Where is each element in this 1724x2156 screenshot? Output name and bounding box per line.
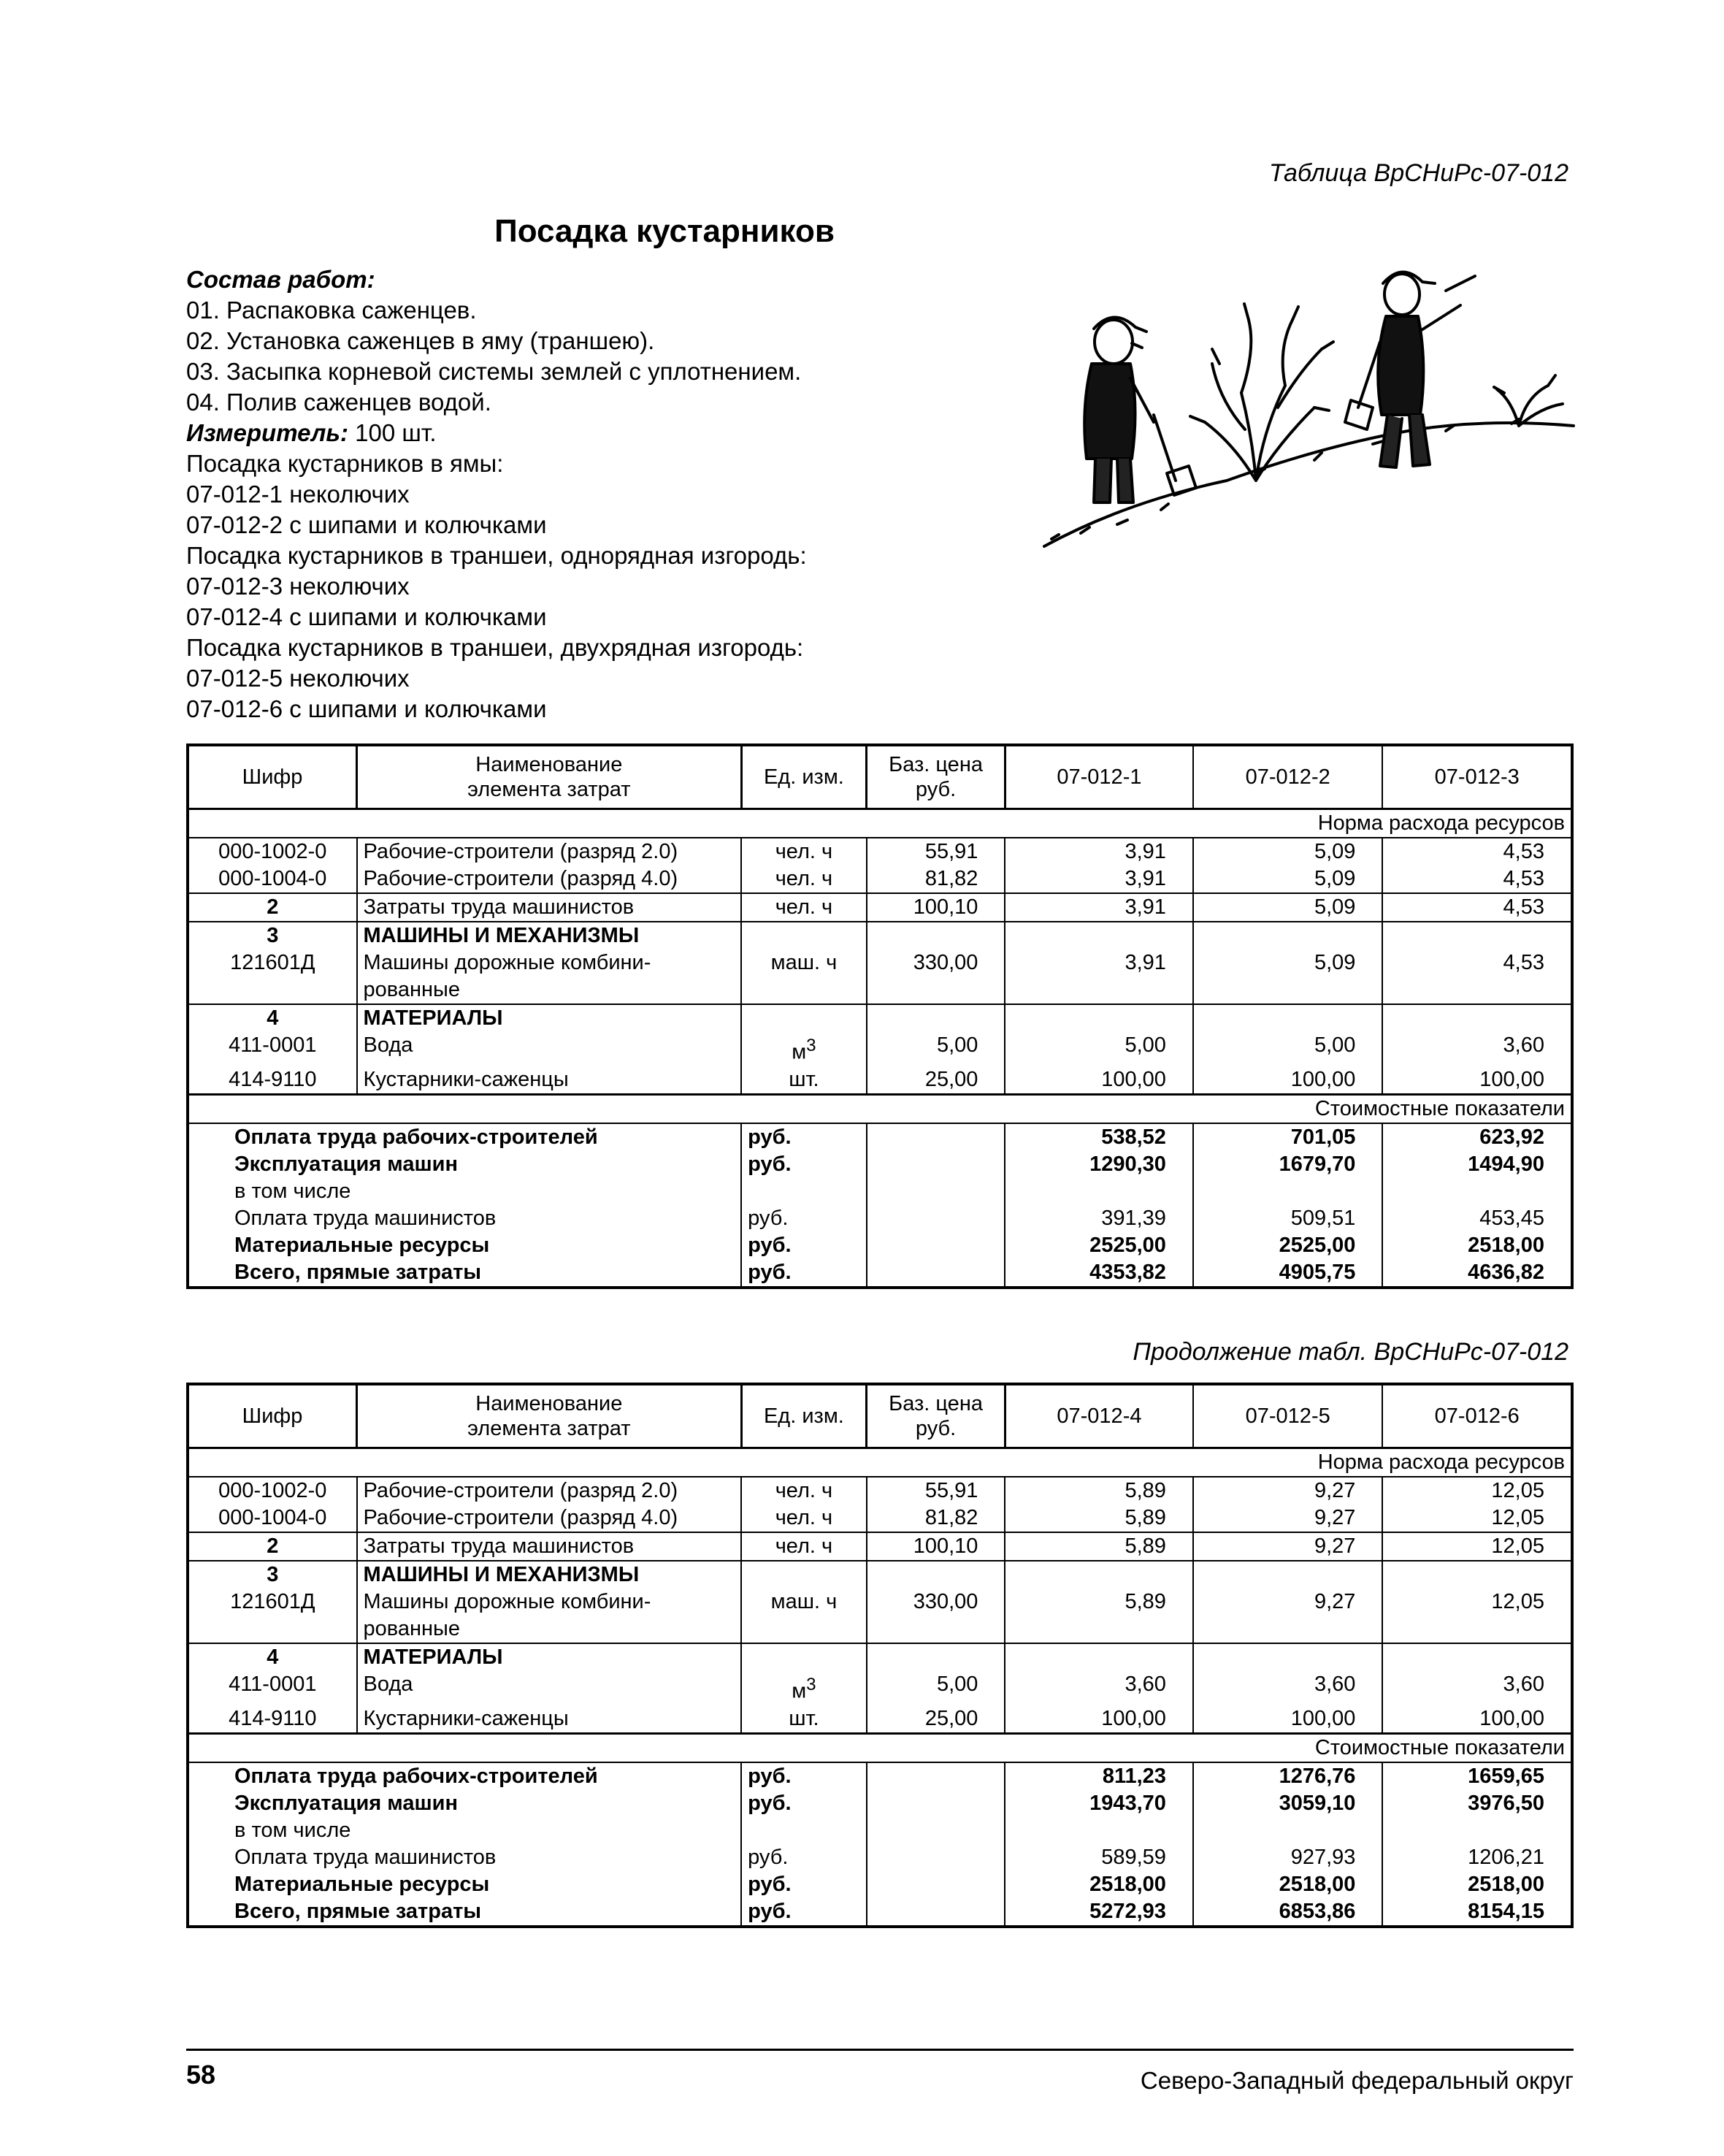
name-cell: Рабочие-строители (разряд 4.0) <box>357 1505 742 1532</box>
cost-unit: руб. <box>741 1151 867 1205</box>
value-cell: 3,91 <box>1005 838 1193 865</box>
cost-table-1 <box>186 743 1574 1289</box>
value-cell: 4,53 <box>1382 838 1572 865</box>
cost-label-main: Эксплуатация машин <box>234 1791 459 1815</box>
value-cell <box>1005 1004 1193 1066</box>
value-cell: 5,89 <box>1005 1532 1193 1561</box>
price-cell: 25,00 <box>867 1066 1005 1095</box>
value-cell: 5,09 <box>1193 865 1383 893</box>
group-code: 4 <box>267 1645 279 1669</box>
gardeners-planting-shrubs-illustration <box>1037 261 1577 554</box>
cost-row <box>188 1762 1572 1790</box>
measure-line <box>186 418 807 448</box>
name-cell <box>357 922 742 1004</box>
code-cell <box>188 1643 357 1705</box>
price-cell: 81,82 <box>867 1505 1005 1532</box>
name-cell <box>357 1643 742 1705</box>
value-cell: 9,27 <box>1193 1532 1383 1561</box>
cost-row <box>188 1790 1572 1844</box>
code-cell: 000-1004-0 <box>218 867 327 890</box>
variant-line: 07-012-1 неколючих <box>186 481 410 508</box>
table-row <box>188 893 1572 922</box>
price-cell <box>867 1643 1005 1705</box>
value: 3,60 <box>1314 1673 1356 1696</box>
cost-section-row <box>188 1094 1572 1123</box>
code-cell: 000-1002-0 <box>188 1477 357 1505</box>
table-row <box>188 1643 1572 1705</box>
cost-value: 391,39 <box>1005 1205 1193 1232</box>
value: 3,60 <box>1125 1673 1166 1696</box>
table-row <box>188 1505 1572 1532</box>
header-price <box>867 1384 1005 1448</box>
cost-value: 1943,70 <box>1005 1790 1193 1844</box>
cost-value: 811,23 <box>1005 1762 1193 1790</box>
code-cell <box>188 1004 357 1066</box>
cost-value: 4636,82 <box>1382 1259 1572 1288</box>
code-cell: 000-1002-0 <box>188 838 357 865</box>
variant-line: Посадка кустарников в траншеи, однорядная изгородь: <box>186 542 807 569</box>
cost-row <box>188 1844 1572 1871</box>
cost-label: Материальные ресурсы <box>234 1233 490 1257</box>
header-col-4: 07-012-4 <box>1005 1384 1193 1448</box>
code-cell: 414-9110 <box>229 1706 317 1730</box>
value-cell <box>1005 1643 1193 1705</box>
name-cell: Затраты труда машинистов <box>357 893 742 922</box>
cost-value: 3059,10 <box>1193 1790 1383 1844</box>
cost-value: 509,51 <box>1193 1205 1383 1232</box>
value-cell: 100,00 <box>1382 1066 1572 1095</box>
empty-cell <box>867 1871 1005 1898</box>
name-cell <box>357 1561 742 1643</box>
value-cell: 5,09 <box>1193 893 1383 922</box>
resource-code: 411-0001 <box>229 1033 317 1057</box>
header-unit: Ед. изм. <box>741 745 867 809</box>
table-header <box>188 1384 1572 1448</box>
unit-cell <box>741 1004 867 1066</box>
value-cell: 4,53 <box>1382 865 1572 893</box>
resource-name-line2: рованные <box>363 1617 461 1640</box>
value-cell: 5,89 <box>1005 1477 1193 1505</box>
code-cell: 2 <box>188 1532 357 1561</box>
value-cell: 12,05 <box>1382 1561 1572 1643</box>
unit-cell: шт. <box>741 1066 867 1095</box>
cost-label <box>188 1151 741 1205</box>
code-cell <box>188 922 357 1004</box>
cost-value: 589,59 <box>1005 1844 1193 1871</box>
header-name-line1: Наименование <box>475 1392 623 1415</box>
header-price-line2: руб. <box>915 1417 957 1440</box>
resource-name: Вода <box>363 1033 413 1057</box>
price-cell: 330,00 <box>867 922 1005 1004</box>
table-row <box>188 1477 1572 1505</box>
value-cell: 5,09 <box>1193 922 1383 1004</box>
header-name <box>357 1384 742 1448</box>
price-cell: 81,82 <box>867 865 1005 893</box>
unit-cell: чел. ч <box>741 865 867 893</box>
cost-row <box>188 1871 1572 1898</box>
cost-section-label: Стоимостные показатели <box>188 1733 1572 1762</box>
cost-unit: руб. <box>741 1232 867 1259</box>
table-row <box>188 922 1572 1004</box>
resource-name-line1: Машины дорожные комбини- <box>363 1590 651 1613</box>
norm-section-label: Норма расхода ресурсов <box>188 1448 1572 1478</box>
cost-unit: руб. <box>741 1790 867 1844</box>
unit-cell: маш. ч <box>741 1561 867 1643</box>
variant-line: 07-012-3 неколючих <box>186 573 410 600</box>
work-step: 03. Засыпка корневой системы землей с уплотнением. <box>186 358 802 385</box>
composition-heading: Состав работ: <box>186 266 375 293</box>
cost-value: 5272,93 <box>1005 1898 1193 1927</box>
header-name-line2: элемента затрат <box>467 778 631 801</box>
price-cell: 100,10 <box>867 1532 1005 1561</box>
cost-section-row <box>188 1733 1572 1762</box>
price-value: 5,00 <box>936 1033 978 1057</box>
cost-value: 8154,15 <box>1382 1898 1572 1927</box>
cost-value: 4905,75 <box>1193 1259 1383 1288</box>
header-col-2: 07-012-2 <box>1193 745 1383 809</box>
value-cell: 100,00 <box>1193 1066 1383 1095</box>
name-cell: Рабочие-строители (разряд 2.0) <box>357 838 742 865</box>
empty-cell <box>867 1762 1005 1790</box>
price-cell <box>867 1004 1005 1066</box>
value-cell: 12,05 <box>1382 1532 1572 1561</box>
empty-cell <box>867 1232 1005 1259</box>
table-row <box>188 1561 1572 1643</box>
name-cell: Кустарники-саженцы <box>357 1066 742 1095</box>
cost-value: 453,45 <box>1382 1205 1572 1232</box>
code-cell: 414-9110 <box>229 1067 317 1091</box>
value-cell: 9,27 <box>1193 1505 1383 1532</box>
empty-cell <box>867 1123 1005 1151</box>
price-cell: 55,91 <box>867 1477 1005 1505</box>
cost-label: Всего, прямые затраты <box>234 1899 482 1923</box>
table-header <box>188 745 1572 809</box>
table-row <box>188 838 1572 865</box>
work-step: 01. Распаковка саженцев. <box>186 297 477 324</box>
variant-line: 07-012-4 с шипами и колючками <box>186 603 547 630</box>
unit-cell: чел. ч <box>741 1532 867 1561</box>
unit-cell: чел. ч <box>741 893 867 922</box>
cost-unit: руб. <box>741 1205 867 1232</box>
header-col-5: 07-012-5 <box>1193 1384 1383 1448</box>
cost-value: 927,93 <box>1193 1844 1383 1871</box>
norm-section-row <box>188 809 1572 838</box>
value: 5,00 <box>1314 1033 1356 1057</box>
cost-label-sub: в том числе <box>234 1818 351 1842</box>
cost-row <box>188 1898 1572 1927</box>
table-label: Таблица ВрСНиРс-07-012 <box>1268 159 1568 187</box>
cost-value: 623,92 <box>1382 1123 1572 1151</box>
value-cell <box>1382 1004 1572 1066</box>
cost-value: 2525,00 <box>1005 1232 1193 1259</box>
footer-text: Северо-Западный федеральный округ <box>1140 2067 1574 2094</box>
cost-table-2 <box>186 1383 1574 1928</box>
unit-base: м <box>792 1679 807 1703</box>
cost-unit: руб. <box>741 1762 867 1790</box>
cost-row <box>188 1123 1572 1151</box>
cost-value: 2518,00 <box>1382 1871 1572 1898</box>
variant-line: 07-012-5 неколючих <box>186 665 410 692</box>
header-price <box>867 745 1005 809</box>
page-number: 58 <box>186 2060 216 2090</box>
resource-name-line2: рованные <box>363 978 461 1001</box>
cost-unit: руб. <box>741 1898 867 1927</box>
cost-value: 6853,86 <box>1193 1898 1383 1927</box>
work-step: 02. Установка саженцев в яму (траншею). <box>186 327 655 354</box>
value-cell <box>1382 1643 1572 1705</box>
empty-cell <box>867 1205 1005 1232</box>
variant-line: 07-012-6 с шипами и колючками <box>186 695 547 722</box>
value-cell: 100,00 <box>1193 1705 1383 1734</box>
value: 3,60 <box>1503 1033 1544 1057</box>
footer-divider <box>186 2049 1574 2051</box>
value-cell: 5,89 <box>1005 1505 1193 1532</box>
cost-unit: руб. <box>741 1123 867 1151</box>
name-cell: Рабочие-строители (разряд 2.0) <box>357 1477 742 1505</box>
resource-name-line1: Машины дорожные комбини- <box>363 951 651 974</box>
value-cell: 100,00 <box>1382 1705 1572 1734</box>
norm-section-row <box>188 1448 1572 1478</box>
unit-cell: шт. <box>741 1705 867 1734</box>
code-cell: 000-1004-0 <box>218 1506 327 1529</box>
header-code: Шифр <box>188 745 357 809</box>
cost-value: 538,52 <box>1005 1123 1193 1151</box>
header-price-line1: Баз. цена <box>889 1392 983 1415</box>
cost-row <box>188 1205 1572 1232</box>
work-description <box>186 264 807 725</box>
table-row <box>188 1532 1572 1561</box>
group-code: 3 <box>267 924 279 947</box>
cost-row <box>188 1232 1572 1259</box>
cost-unit: руб. <box>741 1871 867 1898</box>
cost-value: 701,05 <box>1193 1123 1383 1151</box>
price-cell: 55,91 <box>867 838 1005 865</box>
empty-cell <box>867 1790 1005 1844</box>
price-cell: 100,10 <box>867 893 1005 922</box>
value-cell <box>1193 1004 1383 1066</box>
price-value: 5,00 <box>936 1673 978 1696</box>
cost-value: 1276,76 <box>1193 1762 1383 1790</box>
value-cell: 9,27 <box>1193 1561 1383 1643</box>
value-cell: 5,09 <box>1193 838 1383 865</box>
unit-cell: маш. ч <box>741 922 867 1004</box>
value: 5,00 <box>1125 1033 1166 1057</box>
cost-value: 1679,70 <box>1193 1151 1383 1205</box>
code-cell <box>188 1561 357 1643</box>
measure-label: Измеритель: <box>186 419 348 446</box>
work-step: 04. Полив саженцев водой. <box>186 389 491 416</box>
group-name: МАТЕРИАЛЫ <box>363 1006 503 1030</box>
header-price-line2: руб. <box>915 778 957 801</box>
header-code: Шифр <box>188 1384 357 1448</box>
empty-cell <box>867 1259 1005 1288</box>
value-cell: 9,27 <box>1193 1477 1383 1505</box>
cost-label-main: Эксплуатация машин <box>234 1152 459 1176</box>
unit-sup: 3 <box>806 1036 816 1055</box>
variant-line: 07-012-2 с шипами и колючками <box>186 511 547 538</box>
value-cell: 3,91 <box>1005 922 1193 1004</box>
header-unit: Ед. изм. <box>741 1384 867 1448</box>
group-code: 3 <box>267 1563 279 1586</box>
group-code: 4 <box>267 1006 279 1030</box>
cost-label: Всего, прямые затраты <box>234 1260 482 1284</box>
cost-value: 1290,30 <box>1005 1151 1193 1205</box>
cost-section-label: Стоимостные показатели <box>188 1094 1572 1123</box>
cost-value: 2518,00 <box>1382 1232 1572 1259</box>
header-name-line1: Наименование <box>475 753 623 776</box>
measure-value: 100 шт. <box>348 419 437 446</box>
code-cell: 2 <box>188 893 357 922</box>
continuation-label: Продолжение табл. ВрСНиРс-07-012 <box>1133 1338 1568 1366</box>
resource-name: Вода <box>363 1673 413 1696</box>
value: 3,60 <box>1503 1673 1544 1696</box>
value-cell: 3,91 <box>1005 893 1193 922</box>
cost-label: Оплата труда машинистов <box>234 1845 497 1869</box>
unit-cell: чел. ч <box>741 1477 867 1505</box>
unit-sup: 3 <box>806 1675 816 1694</box>
name-cell: Затраты труда машинистов <box>357 1532 742 1561</box>
cost-value: 1659,65 <box>1382 1762 1572 1790</box>
cost-label: Оплата труда машинистов <box>234 1206 497 1230</box>
cost-value: 3976,50 <box>1382 1790 1572 1844</box>
variant-line: Посадка кустарников в траншеи, двухрядная изгородь: <box>186 634 804 661</box>
resource-code: 411-0001 <box>229 1673 317 1696</box>
table-row <box>188 1004 1572 1066</box>
header-col-3: 07-012-3 <box>1382 745 1572 809</box>
name-cell <box>357 1004 742 1066</box>
unit-base: м <box>792 1040 807 1064</box>
name-cell: Рабочие-строители (разряд 4.0) <box>357 865 742 893</box>
value-cell: 100,00 <box>1005 1066 1193 1095</box>
empty-cell <box>867 1898 1005 1927</box>
page-title: Посадка кустарников <box>494 213 835 249</box>
group-name: МАШИНЫ И МЕХАНИЗМЫ <box>363 1563 640 1586</box>
header-price-line1: Баз. цена <box>889 753 983 776</box>
cost-label: Оплата труда рабочих-строителей <box>188 1123 741 1151</box>
table-row <box>188 1066 1572 1095</box>
cost-label-sub: в том числе <box>234 1179 351 1203</box>
norm-section-label: Норма расхода ресурсов <box>188 809 1572 838</box>
value-cell: 100,00 <box>1005 1705 1193 1734</box>
cost-unit: руб. <box>741 1844 867 1871</box>
cost-value: 2518,00 <box>1193 1871 1383 1898</box>
group-name: МАТЕРИАЛЫ <box>363 1645 503 1669</box>
unit-cell: чел. ч <box>741 1505 867 1532</box>
cost-label: Оплата труда рабочих-строителей <box>188 1762 741 1790</box>
resource-code: 121601Д <box>230 1590 315 1613</box>
value-cell: 4,53 <box>1382 893 1572 922</box>
table-row <box>188 865 1572 893</box>
price-cell: 330,00 <box>867 1561 1005 1643</box>
cost-value: 2525,00 <box>1193 1232 1383 1259</box>
header-name-line2: элемента затрат <box>467 1417 631 1440</box>
unit-cell: чел. ч <box>741 838 867 865</box>
cost-label <box>188 1790 741 1844</box>
variant-line: Посадка кустарников в ямы: <box>186 450 504 477</box>
value-cell: 12,05 <box>1382 1477 1572 1505</box>
table-row <box>188 1705 1572 1734</box>
value-cell: 4,53 <box>1382 922 1572 1004</box>
value-cell: 12,05 <box>1382 1505 1572 1532</box>
name-cell: Кустарники-саженцы <box>357 1705 742 1734</box>
value-cell: 5,89 <box>1005 1561 1193 1643</box>
header-col-1: 07-012-1 <box>1005 745 1193 809</box>
cost-value: 2518,00 <box>1005 1871 1193 1898</box>
header-name <box>357 745 742 809</box>
value-cell <box>1193 1643 1383 1705</box>
header-col-6: 07-012-6 <box>1382 1384 1572 1448</box>
empty-cell <box>867 1844 1005 1871</box>
value-cell: 3,91 <box>1005 865 1193 893</box>
cost-value: 1206,21 <box>1382 1844 1572 1871</box>
empty-cell <box>867 1151 1005 1205</box>
cost-value: 1494,90 <box>1382 1151 1572 1205</box>
unit-cell <box>741 1643 867 1705</box>
cost-unit: руб. <box>741 1259 867 1288</box>
cost-value: 4353,82 <box>1005 1259 1193 1288</box>
resource-code: 121601Д <box>230 951 315 974</box>
price-cell: 25,00 <box>867 1705 1005 1734</box>
cost-label: Материальные ресурсы <box>234 1872 490 1896</box>
cost-row <box>188 1259 1572 1288</box>
cost-row <box>188 1151 1572 1205</box>
group-name: МАШИНЫ И МЕХАНИЗМЫ <box>363 924 640 947</box>
